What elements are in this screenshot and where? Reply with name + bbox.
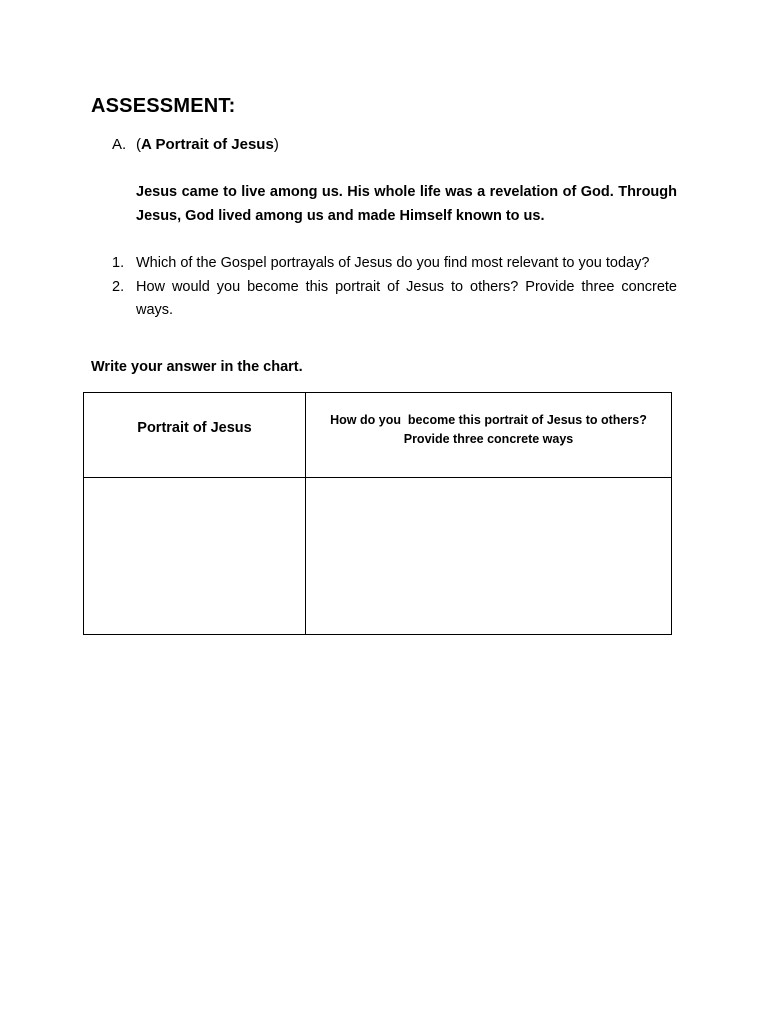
intro-paragraph: Jesus came to live among us. His whole life was a revelation of God. Through Jesus, God lived among us and made Himself known to us. bbox=[136, 184, 677, 224]
header-col2-line1: How do you become this portrait of Jesus to others? bbox=[330, 413, 647, 427]
section-title: A Portrait of Jesus bbox=[141, 136, 274, 153]
section-a-heading bbox=[112, 136, 279, 153]
header-portrait-of-jesus bbox=[84, 393, 306, 478]
section-marker: A. bbox=[112, 136, 127, 153]
open-paren: ( bbox=[136, 136, 141, 153]
header-col2-line2: Provide three concrete ways bbox=[403, 432, 574, 446]
question-number: 1. bbox=[112, 255, 125, 271]
answer-cell-ways[interactable] bbox=[306, 478, 672, 635]
header-concrete-ways bbox=[306, 393, 672, 478]
question-item bbox=[112, 276, 677, 323]
question-text: Which of the Gospel portrayals of Jesus do you find most relevant to you today? bbox=[136, 255, 650, 271]
chart-answer-row bbox=[84, 478, 672, 635]
instruction-text: Write your answer in the chart. bbox=[91, 359, 303, 375]
answer-cell-portrait[interactable] bbox=[84, 478, 306, 635]
header-col1-label: Portrait of Jesus bbox=[137, 420, 252, 436]
close-paren: ) bbox=[273, 136, 279, 153]
question-list bbox=[112, 252, 677, 323]
question-item bbox=[112, 252, 677, 276]
question-number: 2. bbox=[112, 278, 125, 295]
question-text: How would you become this portrait of Jesus to others? Provide three concrete ways. bbox=[136, 278, 677, 318]
answer-chart bbox=[83, 392, 672, 635]
chart-header-row bbox=[84, 393, 672, 478]
page-title: ASSESSMENT: bbox=[91, 95, 236, 117]
